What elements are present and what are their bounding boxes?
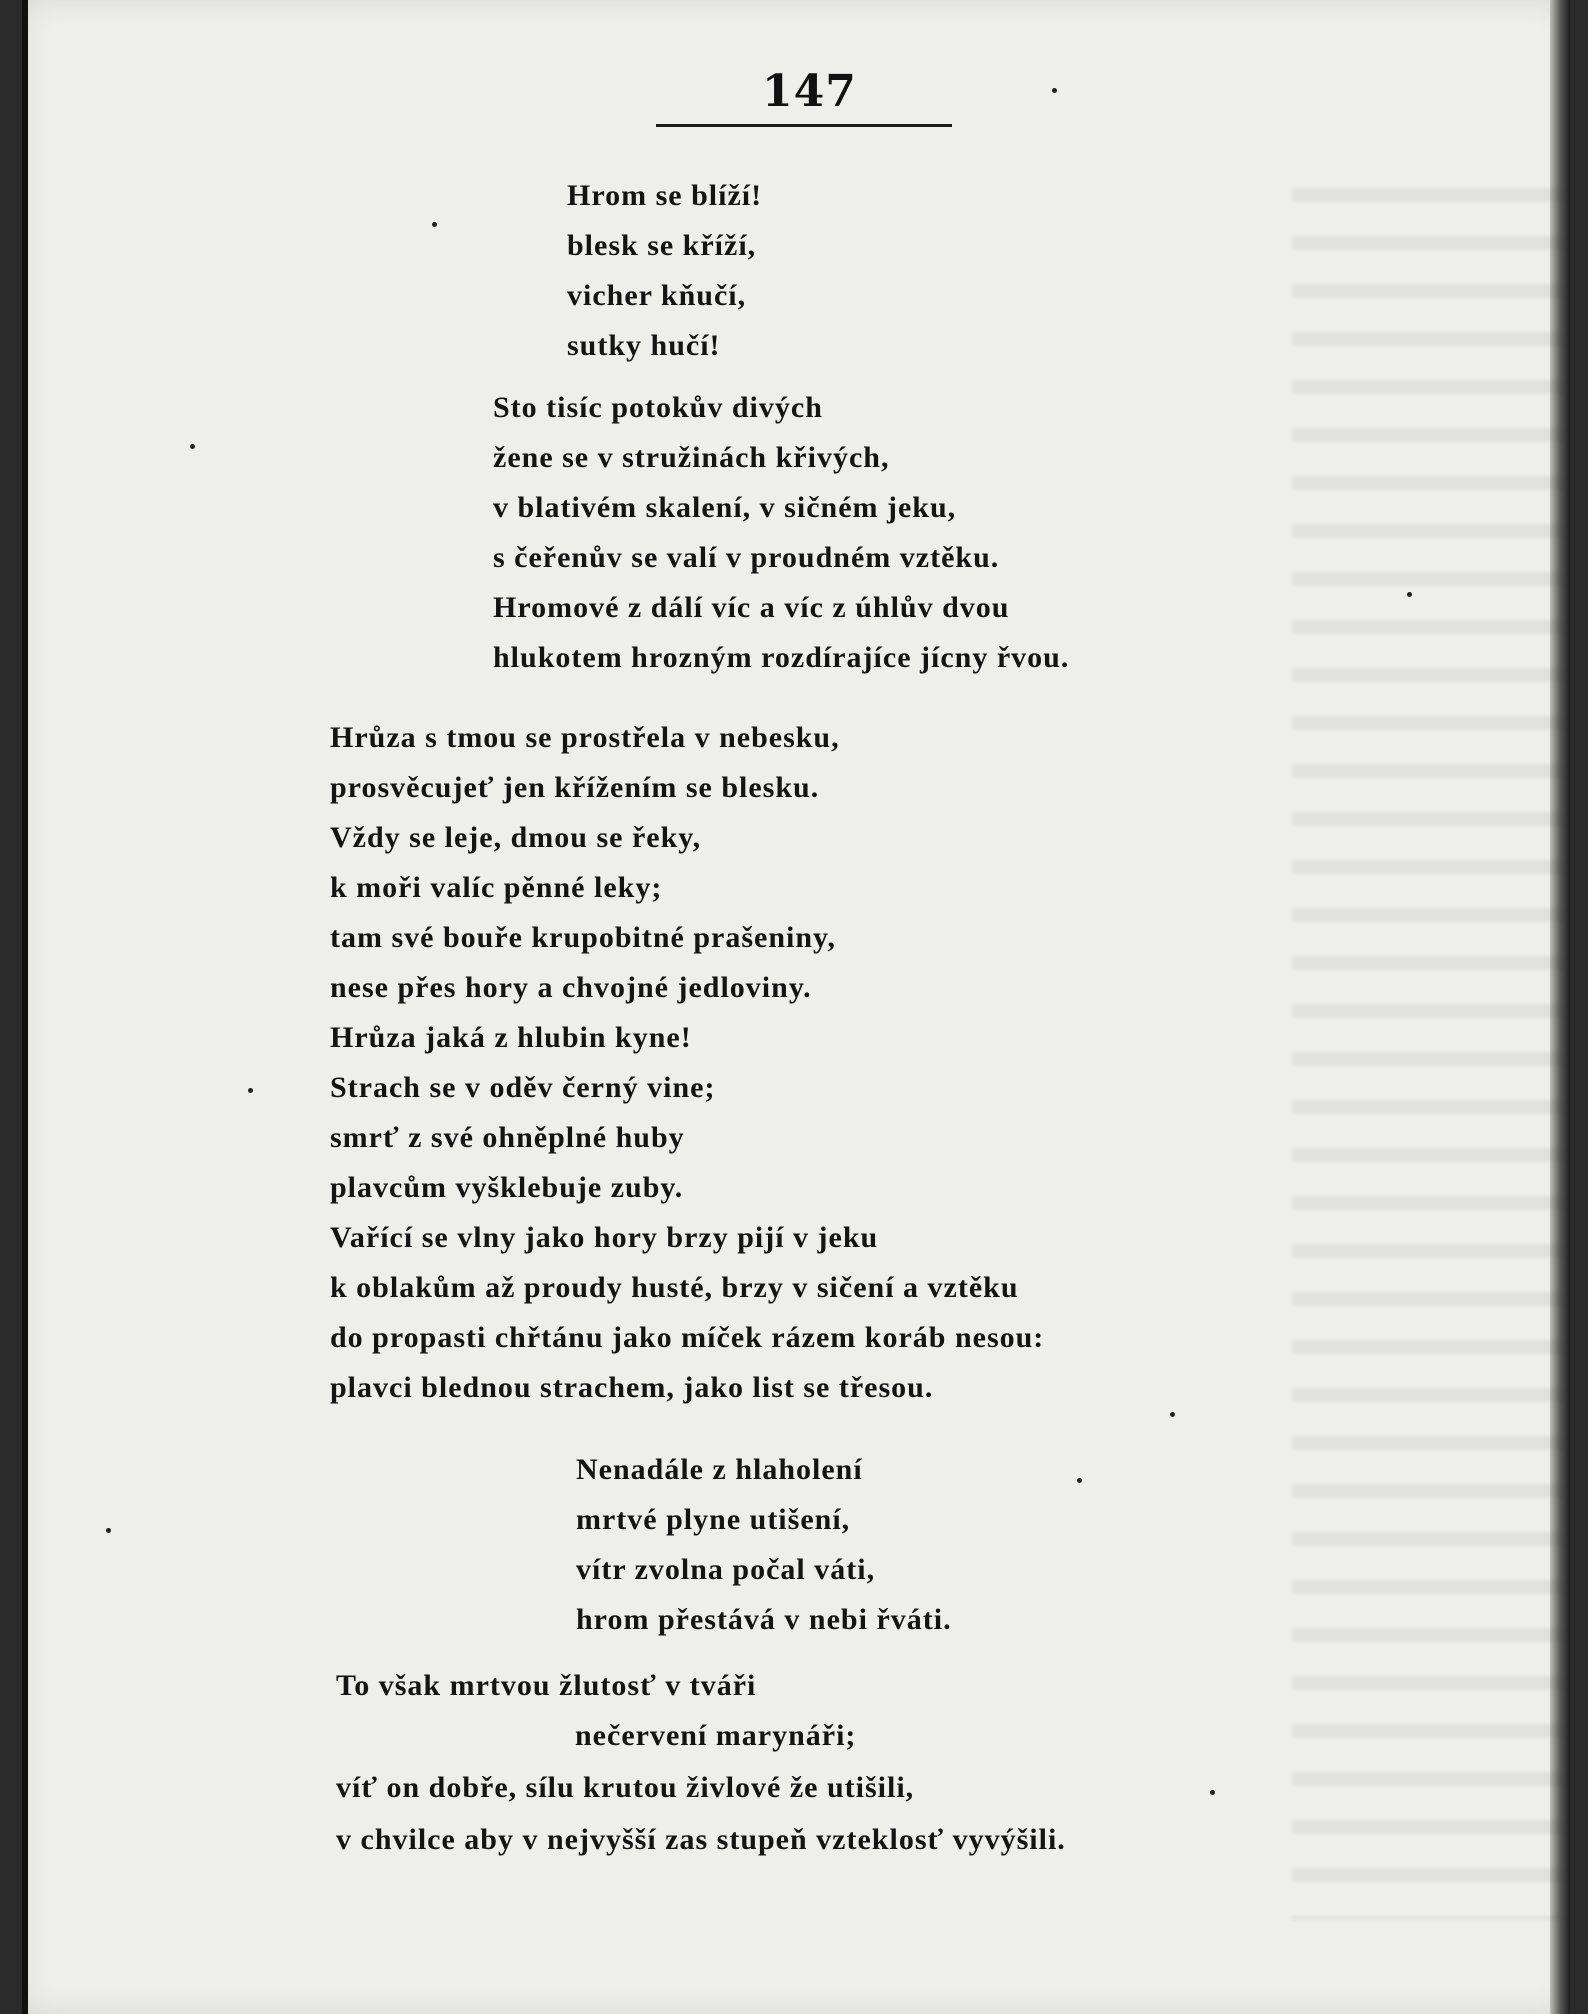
header-rule bbox=[656, 124, 952, 127]
verse-line: prosvěcujeť jen křížením se blesku. bbox=[330, 771, 820, 804]
verse-line: Sto tisíc potokův divých bbox=[493, 391, 823, 424]
verse-line: hlukotem hrozným rozdírajíce jícny řvou. bbox=[493, 641, 1070, 674]
page-left-edge bbox=[22, 0, 28, 2014]
show-through-text bbox=[1292, 170, 1562, 1920]
verse-line: Hromové z dálí víc a víc z úhlův dvou bbox=[493, 591, 1010, 624]
verse-line: Hrom se blíží! bbox=[567, 179, 763, 212]
verse-line: Hrůza s tmou se prostřela v nebesku, bbox=[330, 721, 840, 754]
verse-line: blesk se kříží, bbox=[567, 229, 757, 262]
verse-line: Strach se v oděv černý vine; bbox=[330, 1071, 716, 1104]
verse-line: víť on dobře, sílu krutou živlové že utišili, bbox=[336, 1771, 915, 1804]
scan-speck bbox=[106, 1528, 111, 1533]
verse-line: To však mrtvou žlutosť v tváři bbox=[336, 1669, 757, 1702]
verse-line: Vždy se leje, dmou se řeky, bbox=[330, 821, 702, 854]
verse-line: do propasti chřtánu jako míček rázem koráb nesou: bbox=[330, 1321, 1045, 1354]
verse-line: smrť z své ohněplné huby bbox=[330, 1121, 685, 1154]
verse-line: Nenadále z hlaholení bbox=[576, 1453, 863, 1486]
scan-speck bbox=[432, 222, 437, 227]
verse-line: vítr zvolna počal váti, bbox=[576, 1553, 876, 1586]
verse-line: žene se v stružinách křivých, bbox=[493, 441, 890, 474]
verse-line: tam své bouře krupobitné prašeniny, bbox=[330, 921, 836, 954]
verse-line: sutky hučí! bbox=[567, 329, 721, 362]
scan-speck bbox=[1210, 1790, 1215, 1795]
page-number: 147 bbox=[762, 66, 857, 117]
scan-speck bbox=[1052, 88, 1057, 93]
scan-speck bbox=[190, 444, 195, 449]
scan-speck bbox=[1170, 1412, 1175, 1417]
verse-line: mrtvé plyne utišení, bbox=[576, 1503, 851, 1536]
verse-line: v chvilce aby v nejvyšší zas stupeň vzteklosť vyvýšili. bbox=[336, 1823, 1066, 1856]
verse-line: s čeřenův se valí v proudném vztěku. bbox=[493, 541, 1000, 574]
verse-line: v blativém skalení, v sičném jeku, bbox=[493, 491, 957, 524]
book-page bbox=[22, 0, 1570, 2014]
scan-speck bbox=[248, 1088, 253, 1093]
verse-line: Hrůza jaká z hlubin kyne! bbox=[330, 1021, 692, 1054]
verse-line: Vařící se vlny jako hory brzy pijí v jeku bbox=[330, 1221, 879, 1254]
verse-line: plavci blednou strachem, jako list se třesou. bbox=[330, 1371, 934, 1404]
scan-speck bbox=[1077, 1478, 1082, 1483]
verse-line: nečervení marynáři; bbox=[575, 1719, 857, 1752]
verse-line: nese přes hory a chvojné jedloviny. bbox=[330, 971, 812, 1004]
verse-line: vicher kňučí, bbox=[567, 279, 747, 312]
verse-line: hrom přestává v nebi řváti. bbox=[576, 1603, 952, 1636]
scan-speck bbox=[1407, 592, 1412, 597]
verse-line: k oblakům až proudy husté, brzy v sičení a vztěku bbox=[330, 1271, 1019, 1304]
verse-line: k moři valíc pěnné leky; bbox=[330, 871, 663, 904]
verse-line: plavcům vyšklebuje zuby. bbox=[330, 1171, 684, 1204]
